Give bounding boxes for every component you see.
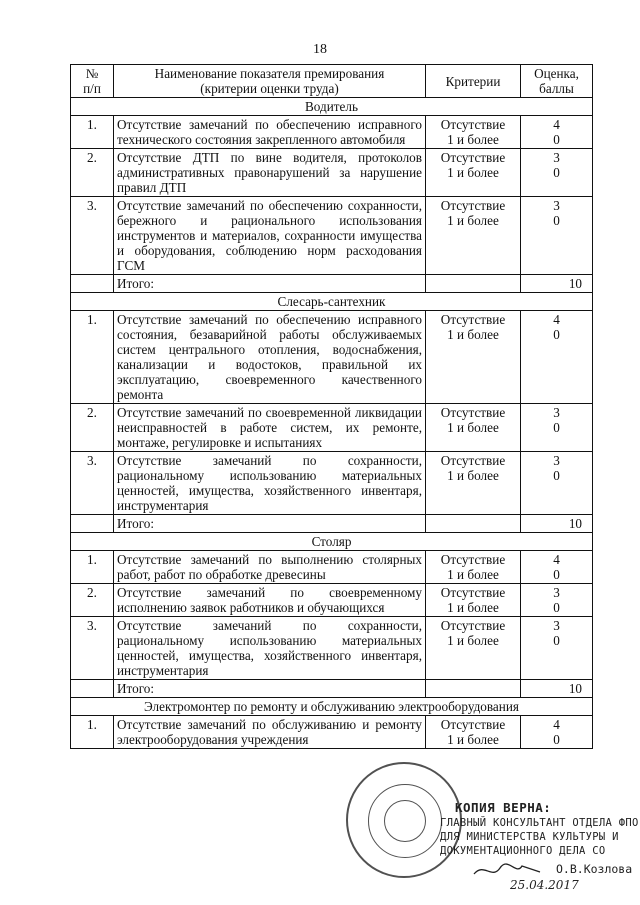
score-value: 4 <box>553 117 560 132</box>
row-criteria <box>426 584 521 617</box>
row-indicator: Отсутствие замечаний по сохранности, рациональному использованию материальных ценностей, имущества, хозяйственного инвентаря, инструментария <box>114 617 426 680</box>
criteria-value: Отсутствие <box>440 552 506 567</box>
score-value: 0 <box>553 132 560 147</box>
score-value: 3 <box>553 198 560 213</box>
table-row <box>71 197 593 275</box>
table-row <box>71 404 593 452</box>
row-scores <box>521 197 593 275</box>
row-scores <box>521 584 593 617</box>
table-row <box>71 617 593 680</box>
row-number: 2. <box>71 584 114 617</box>
cert-department: ДЛЯ МИНИСТЕРСТВА КУЛЬТУРЫ И <box>440 831 619 843</box>
row-scores <box>521 452 593 515</box>
row-criteria <box>426 617 521 680</box>
table-row <box>71 716 593 749</box>
criteria-value: 1 и более <box>447 468 499 483</box>
row-number: 1. <box>71 551 114 584</box>
table-header-row <box>71 65 593 98</box>
score-value: 4 <box>553 552 560 567</box>
score-value: 3 <box>553 618 560 633</box>
score-value: 3 <box>553 150 560 165</box>
section-title: Слесарь-сантехник <box>71 293 593 311</box>
table-row <box>71 584 593 617</box>
total-label: Итого: <box>114 275 426 293</box>
row-indicator: Отсутствие замечаний по выполнению столярных работ, работ по обработке древесины <box>114 551 426 584</box>
row-indicator: Отсутствие ДТП по вине водителя, протоколов административных правонарушений за нарушение правил ДТП <box>114 149 426 197</box>
cert-date: 25.04.2017 <box>510 878 579 892</box>
section-title-row <box>71 98 593 116</box>
criteria-value: Отсутствие <box>440 198 506 213</box>
section-title-row <box>71 293 593 311</box>
row-scores <box>521 551 593 584</box>
criteria-value: 1 и более <box>447 732 499 747</box>
criteria-value: 1 и более <box>447 600 499 615</box>
row-number: 2. <box>71 404 114 452</box>
row-indicator: Отсутствие замечаний по своевременному исполнению заявок работников и обучающихся <box>114 584 426 617</box>
row-number: 1. <box>71 311 114 404</box>
table-row <box>71 311 593 404</box>
total-empty-cell <box>71 275 114 293</box>
score-value: 0 <box>553 633 560 648</box>
row-scores <box>521 716 593 749</box>
row-criteria <box>426 116 521 149</box>
criteria-value: 1 и более <box>447 132 499 147</box>
total-empty-cell <box>71 680 114 698</box>
row-criteria <box>426 149 521 197</box>
section-title: Водитель <box>71 98 593 116</box>
total-value: 10 <box>521 275 593 293</box>
row-criteria <box>426 311 521 404</box>
total-empty-cell <box>71 515 114 533</box>
score-value: 0 <box>553 213 560 228</box>
row-number: 3. <box>71 617 114 680</box>
total-empty-criteria <box>426 275 521 293</box>
row-indicator: Отсутствие замечаний по обеспечению исправного состояния, безаварийной работы обслуживаемых систем центрального отопления, водоснабжения, канализации и водостоков, правильной их эксплуатацию, своевременного качественного ремонта <box>114 311 426 404</box>
criteria-value: 1 и более <box>447 213 499 228</box>
row-indicator: Отсутствие замечаний по обеспечению сохранности, бережного и рационального использования инструментов и материалов, сохранности имущества и оборудования, соблюдению норм расходования ГСМ <box>114 197 426 275</box>
table-row <box>71 551 593 584</box>
cert-copy-true: КОПИЯ ВЕРНА: <box>455 800 552 815</box>
criteria-value: Отсутствие <box>440 717 506 732</box>
row-scores <box>521 617 593 680</box>
criteria-value: Отсутствие <box>440 117 506 132</box>
score-value: 3 <box>553 405 560 420</box>
row-criteria <box>426 404 521 452</box>
criteria-value: Отсутствие <box>440 312 506 327</box>
total-empty-criteria <box>426 515 521 533</box>
total-label: Итого: <box>114 515 426 533</box>
row-indicator: Отсутствие замечаний по своевременной ликвидации неисправностей в работе систем, их ремонте, монтаже, регулировке и испытаниях <box>114 404 426 452</box>
table-row <box>71 452 593 515</box>
section-title-row <box>71 698 593 716</box>
page-number: 18 <box>313 42 327 57</box>
section-title-row <box>71 533 593 551</box>
criteria-value: Отсутствие <box>440 585 506 600</box>
criteria-value: Отсутствие <box>440 453 506 468</box>
header-criteria: Критерии <box>426 65 521 98</box>
row-scores <box>521 116 593 149</box>
score-value: 0 <box>553 732 560 747</box>
criteria-value: 1 и более <box>447 567 499 582</box>
row-criteria <box>426 716 521 749</box>
row-indicator: Отсутствие замечаний по сохранности, рациональному использованию материальных ценностей, имущества, хозяйственного инвентаря, инструментария <box>114 452 426 515</box>
criteria-value: 1 и более <box>447 327 499 342</box>
total-value: 10 <box>521 680 593 698</box>
row-criteria <box>426 551 521 584</box>
row-scores <box>521 149 593 197</box>
score-value: 3 <box>553 453 560 468</box>
total-row <box>71 275 593 293</box>
total-empty-criteria <box>426 680 521 698</box>
criteria-value: Отсутствие <box>440 150 506 165</box>
criteria-value: Отсутствие <box>440 618 506 633</box>
header-score: Оценка, баллы <box>521 65 593 98</box>
criteria-value: 1 и более <box>447 165 499 180</box>
row-scores <box>521 311 593 404</box>
cert-signer-name: О.В.Козлова <box>556 862 633 876</box>
criteria-value: 1 и более <box>447 420 499 435</box>
bonus-criteria-table <box>70 64 593 749</box>
score-value: 0 <box>553 420 560 435</box>
section-title: Электромонтер по ремонту и обслуживанию электрооборудования <box>71 698 593 716</box>
total-row <box>71 515 593 533</box>
score-value: 4 <box>553 312 560 327</box>
section-title: Столяр <box>71 533 593 551</box>
row-number: 1. <box>71 116 114 149</box>
total-row <box>71 680 593 698</box>
table-row <box>71 116 593 149</box>
cert-department-2: ДОКУМЕНТАЦИОННОГО ДЕЛА СО <box>440 845 606 857</box>
score-value: 4 <box>553 717 560 732</box>
score-value: 0 <box>553 327 560 342</box>
score-value: 0 <box>553 600 560 615</box>
header-name: Наименование показателя премирования (критерии оценки труда) <box>114 65 426 98</box>
table-body <box>71 98 593 749</box>
table-row <box>71 149 593 197</box>
row-criteria <box>426 452 521 515</box>
row-indicator: Отсутствие замечаний по обслуживанию и ремонту электрооборудования учреждения <box>114 716 426 749</box>
row-scores <box>521 404 593 452</box>
total-label: Итого: <box>114 680 426 698</box>
score-value: 0 <box>553 567 560 582</box>
score-value: 0 <box>553 468 560 483</box>
score-value: 3 <box>553 585 560 600</box>
total-value: 10 <box>521 515 593 533</box>
row-number: 3. <box>71 197 114 275</box>
criteria-value: 1 и более <box>447 633 499 648</box>
stamp-core <box>384 800 426 842</box>
row-number: 2. <box>71 149 114 197</box>
cert-position: ГЛАВНЫЙ КОНСУЛЬТАНТ ОТДЕЛА ФПО <box>440 817 639 829</box>
row-number: 1. <box>71 716 114 749</box>
score-value: 0 <box>553 165 560 180</box>
row-number: 3. <box>71 452 114 515</box>
row-criteria <box>426 197 521 275</box>
header-num: № п/п <box>71 65 114 98</box>
row-indicator: Отсутствие замечаний по обеспечению исправного технического состояния закрепленного автомобиля <box>114 116 426 149</box>
criteria-value: Отсутствие <box>440 405 506 420</box>
